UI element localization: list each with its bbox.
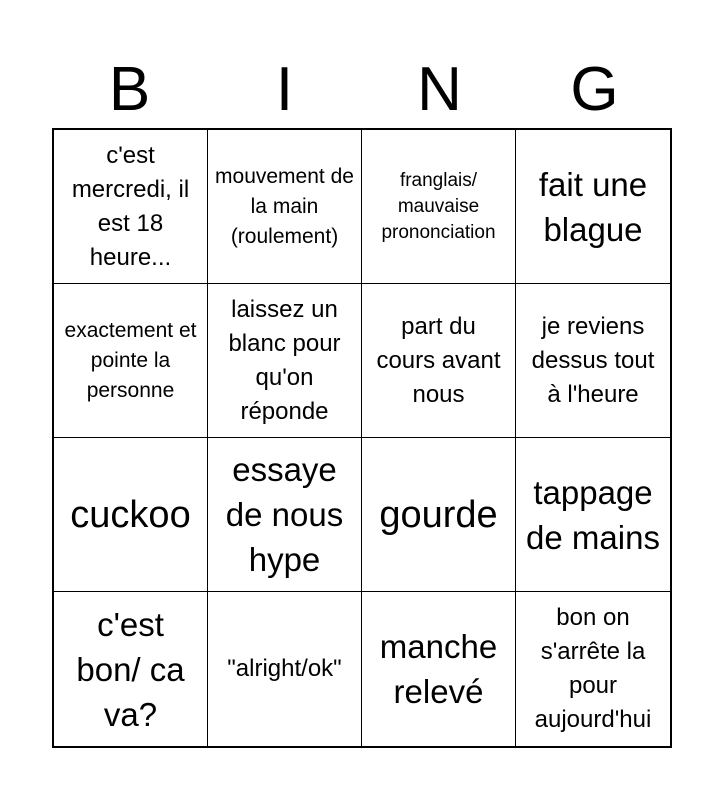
bingo-cell[interactable] <box>516 438 670 592</box>
bingo-cell-text: part du cours avant nous <box>376 312 501 408</box>
bingo-cell-text: cuckoo <box>70 493 191 536</box>
bingo-header <box>52 52 672 128</box>
bingo-cell[interactable] <box>516 592 670 746</box>
bingo-cell-text: gourde <box>379 493 498 536</box>
bingo-cell[interactable] <box>54 130 208 284</box>
bingo-cell-text: "alright/ok" <box>227 655 342 682</box>
bingo-cell-text: exactement et pointe la personne <box>64 318 197 402</box>
bingo-cell[interactable] <box>208 592 362 746</box>
bingo-cell[interactable] <box>208 284 362 438</box>
bingo-cell[interactable] <box>516 284 670 438</box>
bingo-cell[interactable] <box>362 284 516 438</box>
header-letter-b: B <box>108 55 151 124</box>
bingo-cell[interactable] <box>362 592 516 746</box>
bingo-cell-text: mouvement de la main (roulement) <box>215 164 354 248</box>
bingo-cell-text: manche relevé <box>379 628 498 710</box>
bingo-cell[interactable] <box>516 130 670 284</box>
bingo-cell-text: fait une blague <box>538 165 648 248</box>
header-letter-g: G <box>570 55 619 124</box>
bingo-cell[interactable] <box>208 438 362 592</box>
bingo-cell-text: tappage de mains <box>526 473 660 556</box>
bingo-cell[interactable] <box>362 130 516 284</box>
bingo-cell-text: franglais/ mauvaise prononciation <box>381 169 496 243</box>
bingo-cell-text: bon on s'arrête la pour aujourd'hui <box>534 604 652 733</box>
bingo-cell[interactable] <box>54 284 208 438</box>
bingo-cell-text: c'est bon/ ca va? <box>76 605 185 733</box>
bingo-cell-text: je reviens dessus tout à l'heure <box>531 312 655 408</box>
bingo-cell-text: laissez un blanc pour qu'on réponde <box>228 295 341 425</box>
bingo-cell[interactable] <box>208 130 362 284</box>
bingo-board <box>52 128 672 748</box>
bingo-cell-text: c'est mercredi, il est 18 heure... <box>71 141 190 271</box>
header-letter-n: N <box>417 55 462 124</box>
bingo-cell-text: essaye de nous hype <box>225 451 344 578</box>
bingo-cell[interactable] <box>362 438 516 592</box>
bingo-cell[interactable] <box>54 438 208 592</box>
bingo-cell[interactable] <box>54 592 208 746</box>
header-letter-i: I <box>275 55 294 124</box>
